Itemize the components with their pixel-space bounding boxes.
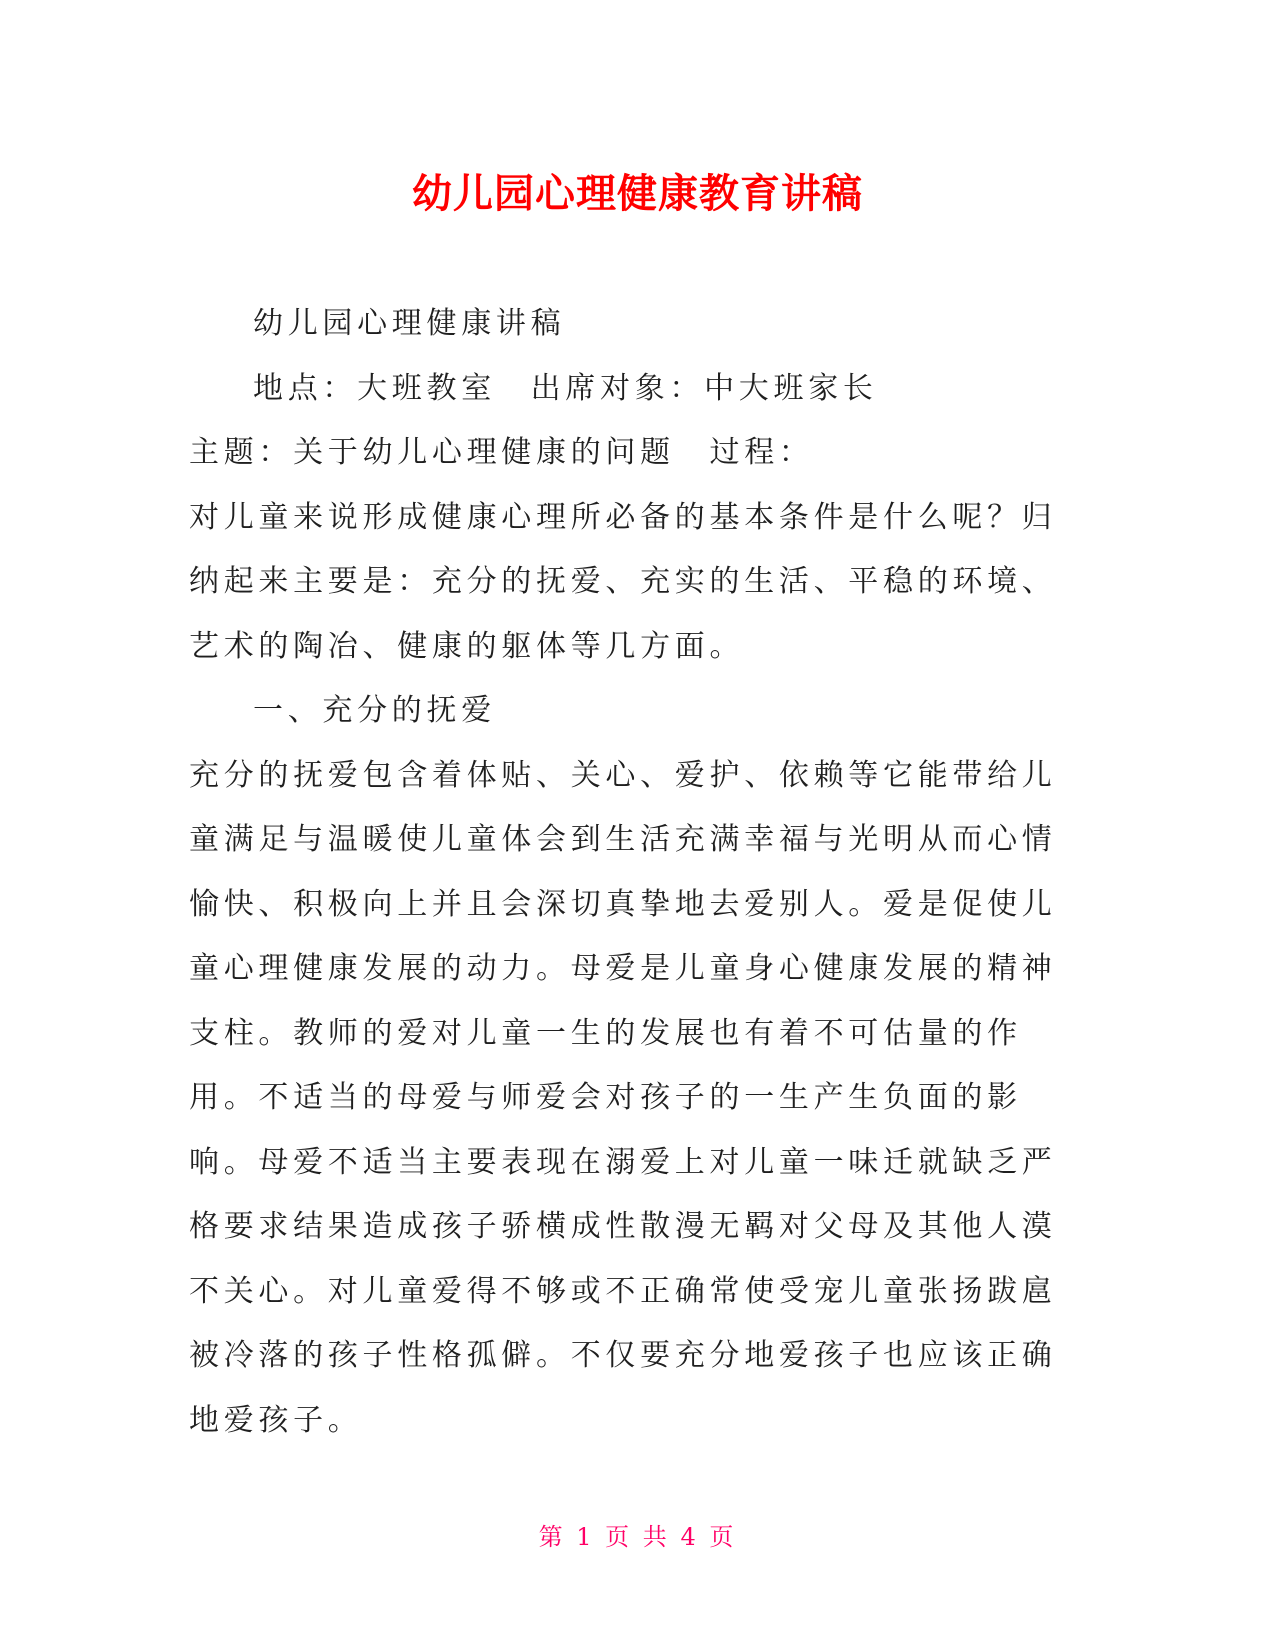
- document-title: 幼儿园心理健康教育讲稿: [412, 171, 863, 217]
- page-footer: [0, 1520, 1275, 1554]
- paragraph-topic: 主题：关于幼儿心理健康的问题 过程：: [189, 435, 814, 470]
- paragraph-intro: 对儿童来说形成健康心理所必备的基本条件是什么呢？归纳起来主要是：充分的抚爱、充实的生活、平稳的环境、艺术的陶冶、健康的躯体等几方面。: [189, 499, 1057, 664]
- document-body: [189, 292, 1089, 1453]
- page-number-label: 第 1 页 共 4 页: [538, 1523, 737, 1551]
- paragraph-location: 地点：大班教室 出席对象：中大班家长: [253, 370, 878, 406]
- section-heading: 一、充分的抚爱: [253, 693, 496, 728]
- paragraph-body: 充分的抚爱包含着体贴、关心、爱护、依赖等它能带给儿童满足与温暖使儿童体会到生活充满幸福与光明从而心情愉快、积极向上并且会深切真挚地去爱别人。爱是促使儿童心理健康发展的动力。母爱是儿童身心健康发展的精神支柱。教师的爱对儿童一生的发展也有着不可估量的作用。不适当的母爱与师爱会对孩子的一生产生负面的影响。母爱不适当主要表现在溺爱上对儿童一味迁就缺乏严格要求结果造成孩子骄横成性散漫无羁对父母及其他人漠不关心。对儿童爱得不够或不正确常使受宠儿童张扬跋扈被冷落的孩子性格孤僻。不仅要充分地爱孩子也应该正确地爱孩子。: [189, 757, 1057, 1438]
- paragraph-subtitle: 幼儿园心理健康讲稿: [253, 306, 566, 341]
